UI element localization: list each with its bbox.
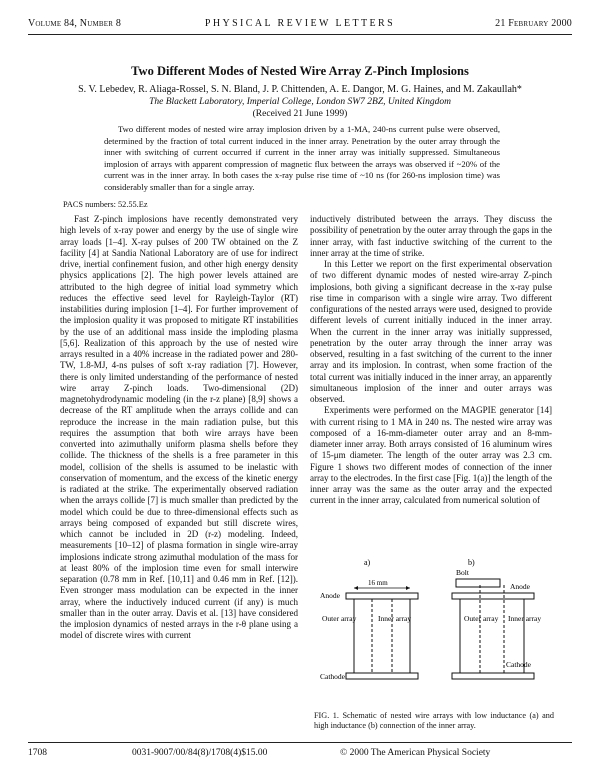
journal-name: PHYSICAL REVIEW LETTERS bbox=[204, 18, 396, 29]
page-footer bbox=[28, 748, 572, 762]
figure-1 bbox=[318, 555, 550, 703]
bolt-label: Bolt bbox=[456, 568, 469, 577]
running-header bbox=[28, 18, 572, 32]
arrowhead bbox=[406, 586, 410, 590]
bolt bbox=[456, 579, 500, 587]
affiliation: The Blackett Laboratory, Imperial College, London SW7 2BZ, United Kingdom bbox=[149, 97, 451, 107]
outer-array-label: Outer array bbox=[464, 614, 499, 623]
copyright: © 2000 The American Physical Society bbox=[340, 748, 491, 758]
outer-array-label: Outer array bbox=[322, 614, 357, 623]
cathode-electrode bbox=[452, 673, 534, 679]
body-column-right bbox=[310, 214, 552, 554]
inner-array-label: Inner array bbox=[508, 614, 542, 623]
paragraph: In this Letter we report on the first experimental observation of two different dynamic modes of nested wire-array Z-pinch implosions, both giving a significant decrease in the x-ray pulse rise time in comparison with a single wire array. Two different configurations of the nested arrays were used, designed to provide different levels of current initially induced in the inner array. When the current in the inner array was initially suppressed, penetration by the outer array through the inner array was observed, resulting in a fast switching of the current to the inner array and its implosion. In contrast, when some fraction of the total current was initially induced in the inner array, an apparently simultaneous implosion of the inner and outer arrays was observed. bbox=[310, 259, 552, 404]
page-number: 1708 bbox=[28, 748, 47, 758]
anode-label: Anode bbox=[320, 591, 340, 600]
panel-b-label: b) bbox=[468, 558, 475, 567]
volume-number: Volume 84, Number 8 bbox=[28, 18, 122, 29]
cathode-label: Cathode bbox=[320, 672, 345, 681]
paragraph: inductively distributed between the arrays. They discuss the possibility of penetration by the outer array through the gaps in the inner array, with fast inductive switching of the current to the inner array at the time of strike. bbox=[310, 214, 552, 258]
anode-electrode bbox=[346, 593, 418, 599]
article-code: 0031-9007/00/84(8)/1708(4)$15.00 bbox=[132, 748, 268, 758]
cathode-electrode bbox=[346, 673, 418, 679]
paper-title: Two Different Modes of Nested Wire Array Z-Pinch Implosions bbox=[131, 64, 469, 78]
received-date: (Received 21 June 1999) bbox=[252, 109, 348, 119]
paragraph: Experiments were performed on the MAGPIE generator [14] with current rising to 1 MA in 240 ns. The nested wire array was composed of a 16-mm-diameter outer array and an 8-mm-diameter inner array. Both arrays consisted of 16 aluminum wires of 15-μm diameter. The length of the outer array was 2.3 cm. Figure 1 shows two different modes of connection of the inner array to the electrodes. In the first case [Fig. 1(a)] the length of the inner array was the same as the outer array and the expected current in the inner array, calculated from numerical solution of bbox=[310, 405, 552, 506]
author-list: S. V. Lebedev, R. Aliaga-Rossel, S. N. Bland, J. P. Chittenden, A. E. Dangor, M. G. Haines, and M. Zakaullah* bbox=[78, 84, 522, 95]
paragraph: Fast Z-pinch implosions have recently demonstrated very high levels of x-ray power and energy by the use of single wire array loads [1–4]. X-ray pulses of 200 TW obtained on the Z facility [4] at Sandia National Laboratory are of use for indirect drive, inertial confinement fusion, and other high energy density physics applications [2]. The high power levels attained are attributed to the high degree of initial load symmetry which reduces the effective seed level for Rayleigh-Taylor (RT) instabilities during implosion [1–4]. For further improvement of the implosion quality it was proposed to mitigate RT instabilities by the use of an additional mass inside the imploding plasma [5,6]. Realization of this approach by the use of nested wire arrays resulted in a 40% increase in the radiated power and 280-TW, 1.8-MJ, 4-ns pulses of soft x-ray radiation [7]. However, there is only limited understanding of the performance of nested wire array Z-pinch loads. Two-dimensional (2D) magnetohydrodynamic modeling (in the r-z plane) [8,9] shows a decrease of the RT amplitude when the arrays collide and can reproduce the increase in the main radiation pulse, but this requires the assumption that both wire arrays have been converted into azimuthally uniform plasma shells before they collide. The thickness of the shells is a free parameter in this model, collision of the shells is assumed to be inelastic with conservation of momentum, and the excess of the kinetic energy is radiated at the strike. The experimentally observed radiation when the arrays collide [7] is much smaller than predicted by the model which could be due to three-dimensional effects such as arrays being composed of expanded but still discrete wires, which cannot be included in 2D (r-z) modeling. Indeed, measurements [10–12] of plasma formation in single wire-array implosions indicate strong azimuthal modulation of the mass for at least 80% of the implosion time even for small interwire separation (0.78 mm in Ref. [10,11] and 0.46 mm in Ref. [12]). Even stronger mass modulation can be expected in the inner array, where the inductively induced current (if any) is much smaller than in the outer array. Davis et al. [13] have considered the implosion dynamics of nested arrays in the r-θ plane using a model of discrete wires with current bbox=[60, 214, 298, 641]
issue-date: 21 February 2000 bbox=[495, 18, 572, 29]
cathode-label: Cathode bbox=[506, 660, 531, 669]
header-rule bbox=[28, 34, 572, 35]
abstract: Two different modes of nested wire array implosion driven by a 1-MA, 240-ns current pulse were observed, determined by the fraction of total current induced in the inner array. Penetration by the outer array through the inner with switching of current occurred if current in the inner array was initially suppressed. Simultaneous implosion of arrays with apparent compression of magnetic flux between the arrays was observed if ~20% of the current was in the inner array. In both cases the x-ray pulse rise time of ~10 ns (for 260-ns implosion time) was considerably smaller than for a single array. bbox=[104, 124, 500, 192]
anode-electrode bbox=[452, 593, 534, 599]
footer-rule bbox=[28, 742, 572, 743]
panel-a-label: a) bbox=[364, 558, 371, 567]
figure-caption: FIG. 1. Schematic of nested wire arrays with low inductance (a) and high inductance (b) connection of the inner array. bbox=[314, 711, 554, 731]
arrowhead bbox=[354, 586, 358, 590]
body-column-left bbox=[60, 214, 298, 642]
dimension-label: 16 mm bbox=[368, 579, 388, 587]
anode-label: Anode bbox=[510, 582, 530, 591]
inner-array-label: Inner array bbox=[378, 614, 412, 623]
pacs-numbers: PACS numbers: 52.55.Ez bbox=[63, 200, 148, 209]
